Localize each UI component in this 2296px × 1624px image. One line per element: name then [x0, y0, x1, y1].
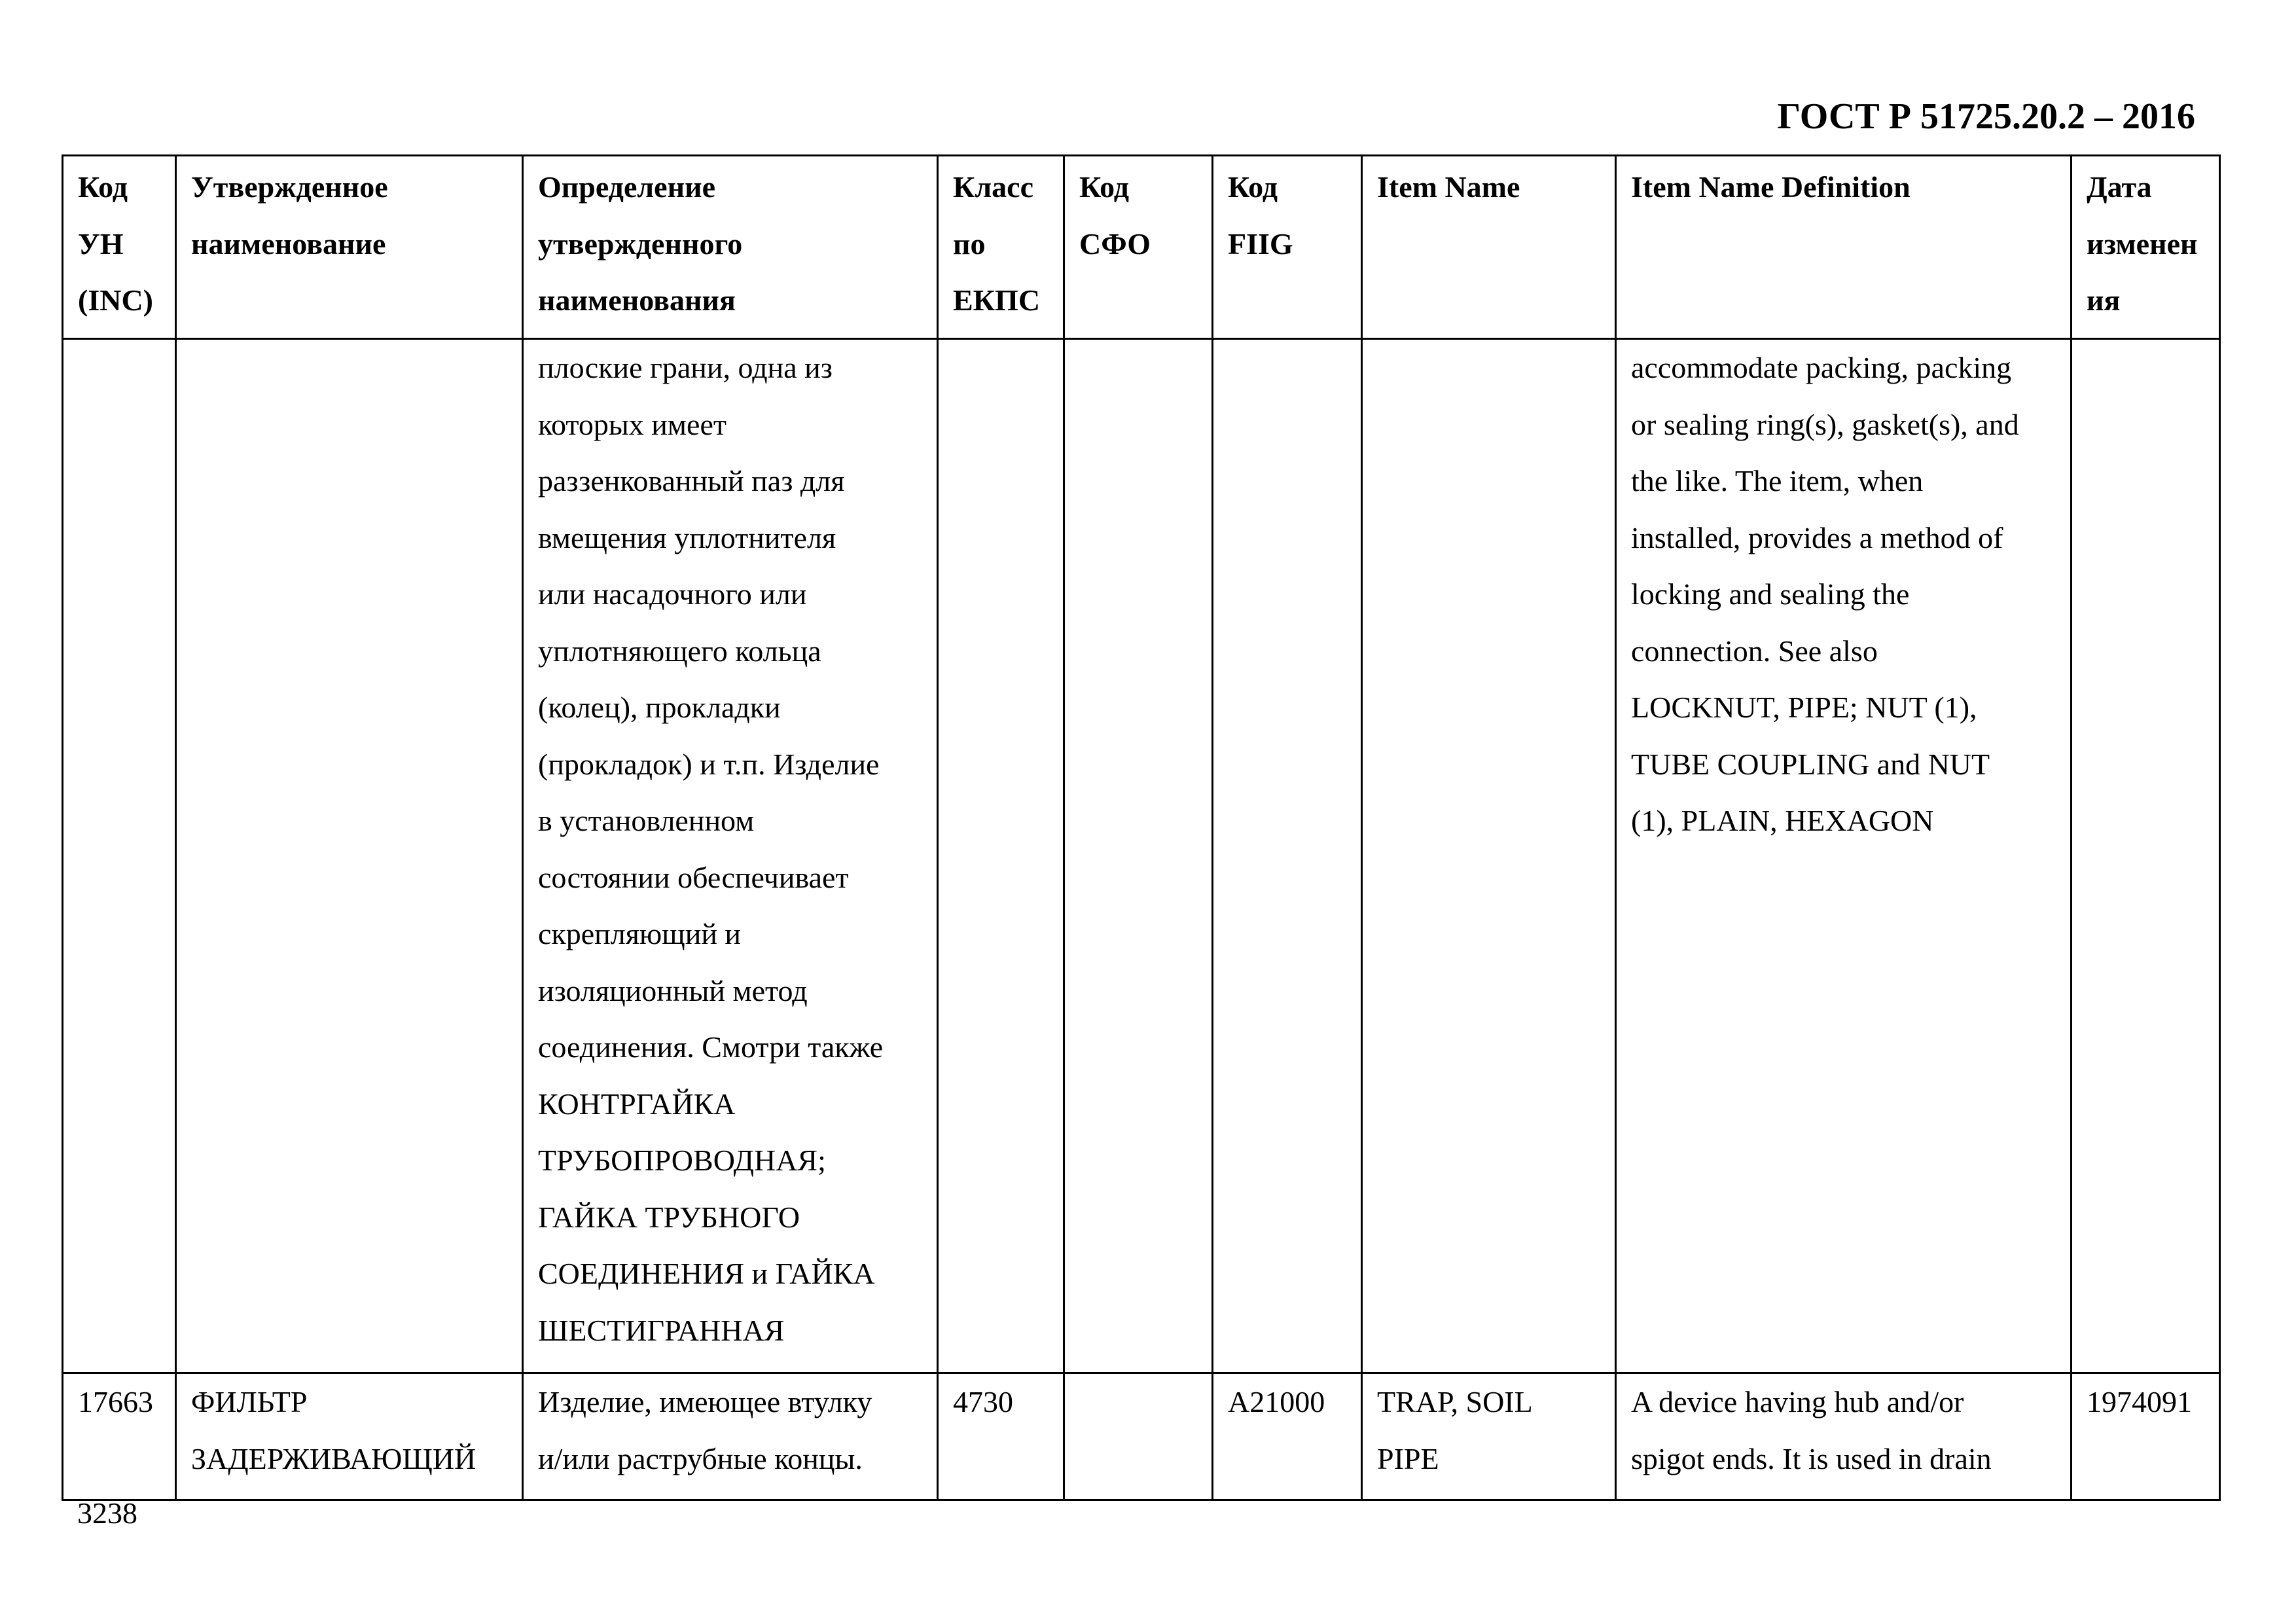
cell-item-name	[1362, 339, 1616, 1373]
table-header-row	[63, 156, 2220, 339]
cell-change-date: 1974091	[2072, 1373, 2220, 1500]
cell-ekps-class	[938, 339, 1064, 1373]
cell-definition: плоские грани, одна из которых имеет раззенкованный паз для вмещения уплотнителя или насадочного или уплотняющего кольца (колец), прокладки (прокладок) и т.п. Изделие в установленном состоянии обеспечивает скрепляющий и изоляционный метод соединения. Смотри также КОНТРГАЙКА ТРУБОПРОВОДНАЯ; ГАЙКА ТРУБНОГО СОЕДИНЕНИЯ и ГАЙКА ШЕСТИГРАННАЯ	[523, 339, 938, 1373]
cell-change-date	[2072, 339, 2220, 1373]
page-number: 3238	[77, 1496, 137, 1530]
cell-approved-name	[176, 339, 523, 1373]
column-header-sfo-code: Код СФО	[1064, 156, 1213, 339]
cell-item-name-definition: accommodate packing, packing or sealing ring(s), gasket(s), and the like. The item, when installed, provides a method of locking and sealing the connection. See also LOCKNUT, PIPE; NUT (1), TUBE COUPLING and NUT (1), PLAIN, HEXAGON	[1616, 339, 2072, 1373]
table-row	[63, 1373, 2220, 1500]
cell-ekps-class: 4730	[938, 1373, 1064, 1500]
column-header-definition: Определение утвержденного наименования	[523, 156, 938, 339]
cell-approved-name: ФИЛЬТР ЗАДЕРЖИВАЮЩИЙ	[176, 1373, 523, 1500]
column-header-approved-name: Утвержденное наименование	[176, 156, 523, 339]
cell-fiig-code	[1213, 339, 1362, 1373]
column-header-fiig-code: Код FIIG	[1213, 156, 1362, 339]
cell-inc	[63, 339, 176, 1373]
table-row	[63, 339, 2220, 1373]
catalog-table	[62, 154, 2221, 1501]
column-header-change-date: Дата изменен ия	[2072, 156, 2220, 339]
column-header-item-name: Item Name	[1362, 156, 1616, 339]
column-header-inc: Код УН (INC)	[63, 156, 176, 339]
cell-fiig-code: A21000	[1213, 1373, 1362, 1500]
cell-item-name: TRAP, SOIL PIPE	[1362, 1373, 1616, 1500]
cell-sfo-code	[1064, 339, 1213, 1373]
cell-definition: Изделие, имеющее втулку и/или раструбные концы.	[523, 1373, 938, 1500]
column-header-item-name-definition: Item Name Definition	[1616, 156, 2072, 339]
cell-inc: 17663	[63, 1373, 176, 1500]
cell-sfo-code	[1064, 1373, 1213, 1500]
column-header-ekps-class: Класс по ЕКПС	[938, 156, 1064, 339]
cell-item-name-definition: A device having hub and/or spigot ends. It is used in drain	[1616, 1373, 2072, 1500]
document-standard-header: ГОСТ Р 51725.20.2 – 2016	[1777, 96, 2195, 137]
